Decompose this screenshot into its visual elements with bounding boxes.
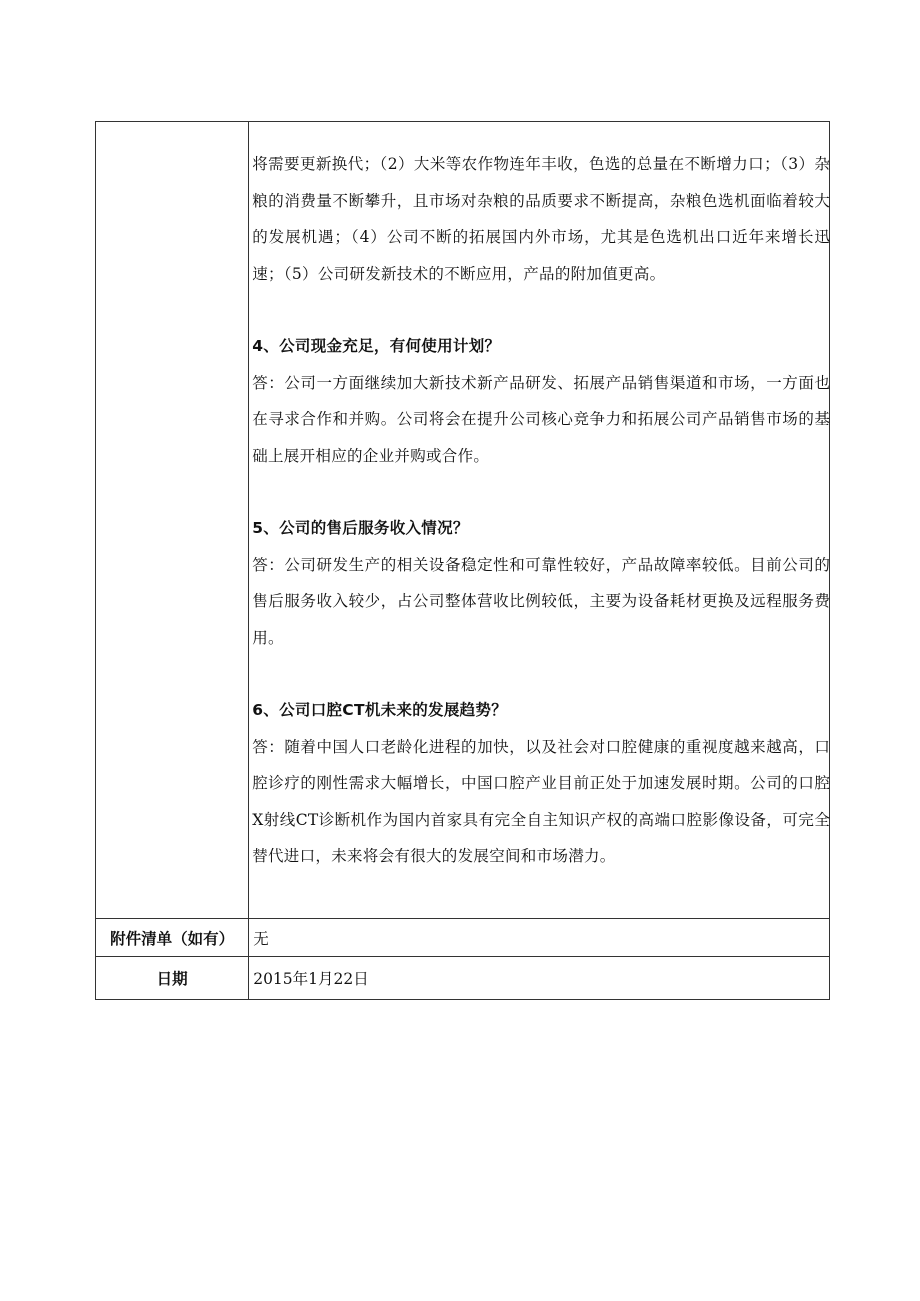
date-row xyxy=(96,957,830,1000)
attachments-value: 无 xyxy=(249,919,830,957)
answer-4: 答：公司一方面继续加大新技术新产品研发、拓展产品销售渠道和市场，一方面也在寻求合作和并购。公司将会在提升公司核心竞争力和拓展公司产品销售市场的基础上展开相应的企业并购或合作。 xyxy=(252,373,831,465)
attachments-label: 附件清单（如有） xyxy=(96,919,249,957)
answer-5: 答：公司研发生产的相关设备稳定性和可靠性较好，产品故障率较低。目前公司的售后服务收入较少，占公司整体营收比例较低，主要为设备耗材更换及远程服务费用。 xyxy=(252,555,831,647)
attachments-row xyxy=(96,919,830,957)
continuation-paragraph: 将需要更新换代；（2）大米等农作物连年丰收，色选的总量在不断增力口；（3）杂粮的消费量不断攀升，且市场对杂粮的品质要求不断提高，杂粮色选机面临着较大的发展机遇；（4）公司不断的拓展国内外市场，尤其是色选机出口近年来增长迅速；（5）公司研发新技术的不断应用，产品的附加值更高。 xyxy=(252,155,831,283)
question-4: 4、公司现金充足，有何使用计划？ xyxy=(252,337,501,355)
question-6: 6、公司口腔CT机未来的发展趋势？ xyxy=(252,701,508,719)
date-label: 日期 xyxy=(96,957,249,1000)
question-5: 5、公司的售后服务收入情况？ xyxy=(252,519,469,537)
content-body xyxy=(252,146,830,875)
content-cell xyxy=(249,122,830,919)
investor-relations-record-table xyxy=(95,121,830,1000)
content-label-cell xyxy=(96,122,249,919)
date-value: 2015年1月22日 xyxy=(249,957,830,1000)
answer-6: 答：随着中国人口老龄化进程的加快，以及社会对口腔健康的重视度越来越高，口腔诊疗的刚性需求大幅增长，中国口腔产业目前正处于加速发展时期。公司的口腔X射线CT诊断机作为国内首家具有完全自主知识产权的高端口腔影像设备，可完全替代进口，未来将会有很大的发展空间和市场潜力。 xyxy=(252,737,831,865)
content-row xyxy=(96,122,830,919)
